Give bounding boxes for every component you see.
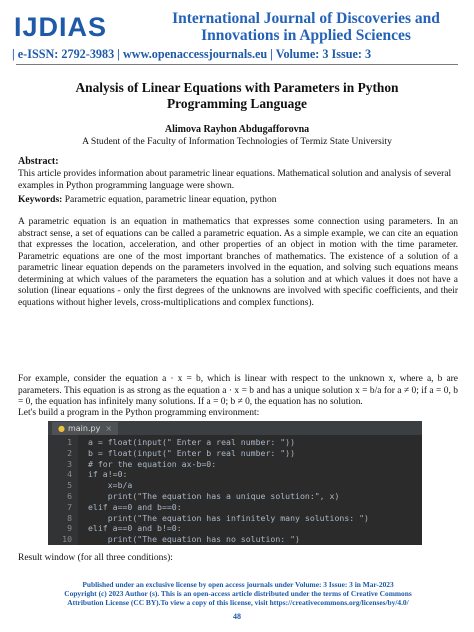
license-footer	[18, 580, 458, 608]
code-line: print("The equation has a unique solution:", x)	[88, 491, 340, 501]
line-number: 8	[67, 512, 72, 523]
paper-title-line-1: Analysis of Linear Equations with Parameters in Python	[75, 80, 399, 95]
body-paragraph-4: Result window (for all three conditions):	[18, 553, 173, 563]
issn-line: | e-ISSN: 2792-3983 | www.openaccessjournals.eu | Volume: 3 Issue: 3	[12, 47, 372, 61]
abstract-heading: Abstract:	[18, 156, 59, 167]
code-line: a = float(input(" Enter a real number: "))	[88, 437, 296, 447]
keywords-label: Keywords:	[18, 195, 63, 205]
journal-title-line-2: Innovations in Applied Sciences	[201, 27, 411, 44]
keywords-text: Parametric equation, parametric linear equation, python	[64, 195, 277, 205]
journal-header	[0, 0, 474, 62]
editor-tab-main-py[interactable]	[52, 422, 118, 435]
close-tab-icon[interactable]: ×	[105, 424, 113, 433]
abstract-text: This article provides information about parametric linear equations. Mathematical solution and analysis of several examples in Python programming language were shown.	[18, 169, 452, 191]
body-paragraph-2: For example, consider the equation a · x = b, which is linear with respect to the unknown x, where a, b are parameters. This equation is as strong as the equation a · x = b and has a unique solution x = b/a for a ≠ 0; if a = 0, b = 0, the equation has infinitely many solutions. If a = 0; b ≠ 0, the equation has no solution.	[18, 374, 458, 407]
python-file-icon: ●	[58, 424, 65, 433]
line-number: 10	[62, 534, 72, 545]
journal-title-line-1: International Journal of Discoveries and	[172, 10, 440, 27]
line-number: 3	[67, 458, 72, 469]
line-number: 2	[67, 447, 72, 458]
line-number: 4	[67, 469, 72, 480]
code-line: elif a==0 and b!=0:	[88, 523, 182, 534]
code-line: b = float(input(" Enter b real number: "))	[88, 447, 296, 458]
journal-logo: IJDIAS	[14, 12, 108, 42]
code-line: elif a==0 and b==0:	[88, 501, 182, 512]
line-number: 9	[67, 523, 72, 534]
paper-title-line-2: Programming Language	[167, 96, 307, 111]
code-line: x=b/a	[88, 480, 133, 491]
author-affiliation: A Student of the Faculty of Information Technologies of Termiz State University	[82, 136, 392, 147]
author-name: Alimova Rayhon Abdugafforovna	[164, 124, 310, 135]
body-paragraph-3: Let's build a program in the Python programming environment:	[18, 408, 260, 418]
line-number: 5	[67, 480, 72, 491]
tab-label: main.py	[67, 424, 101, 433]
body-paragraph-1: A parametric equation is an equation in mathematics that expresses some connection using parameters. In an abstract sense, a set of equations can be called a parametric equation. As a simple example, we can cite an equation that expresses the location, acceleration, and other properties of an object in motion with the time parameter. Parametric equations are one of the most important branches of mathematics. The existence of a solution of a parametric linear equation depends on the parameters involved in the equation, and solving such equations means determining at which values of the parameters the equation has a solution and at which values it does not have a solution (linear equations - only the first degrees of the unknowns are involved with specific coefficients, and their equations without higher levels, cross-multiplications and complex functions).	[18, 217, 458, 308]
footer-line-3: Attribution License (CC BY).To view a copy of this license, visit https://creativecommons.org/licenses/by/4.0/	[67, 598, 409, 608]
code-line: if a!=0:	[88, 469, 128, 480]
paper-title	[30, 80, 444, 112]
footer-line-1: Published under an exclusive license by open access journals under Volume: 3 Issue: 3 in Mar-2023	[82, 580, 394, 589]
line-number: 6	[67, 491, 72, 501]
code-editor-screenshot	[48, 421, 422, 545]
line-number: 1	[67, 437, 72, 447]
code-line: print("The equation has no solution: ")	[88, 534, 300, 545]
keywords	[18, 195, 458, 205]
footer-line-2: Copyright (c) 2023 Author (s). This is an open-access article distributed under the terms of Creative Commons	[64, 589, 412, 599]
line-number: 7	[67, 501, 72, 512]
journal-title	[146, 10, 466, 44]
code-line: print("The equation has infinitely many solutions: ")	[88, 512, 369, 523]
code-line: # for the equation ax-b=0:	[88, 458, 217, 469]
page-number: 48	[233, 612, 241, 621]
editor-tab-bar	[48, 421, 422, 435]
header-divider	[16, 64, 458, 65]
